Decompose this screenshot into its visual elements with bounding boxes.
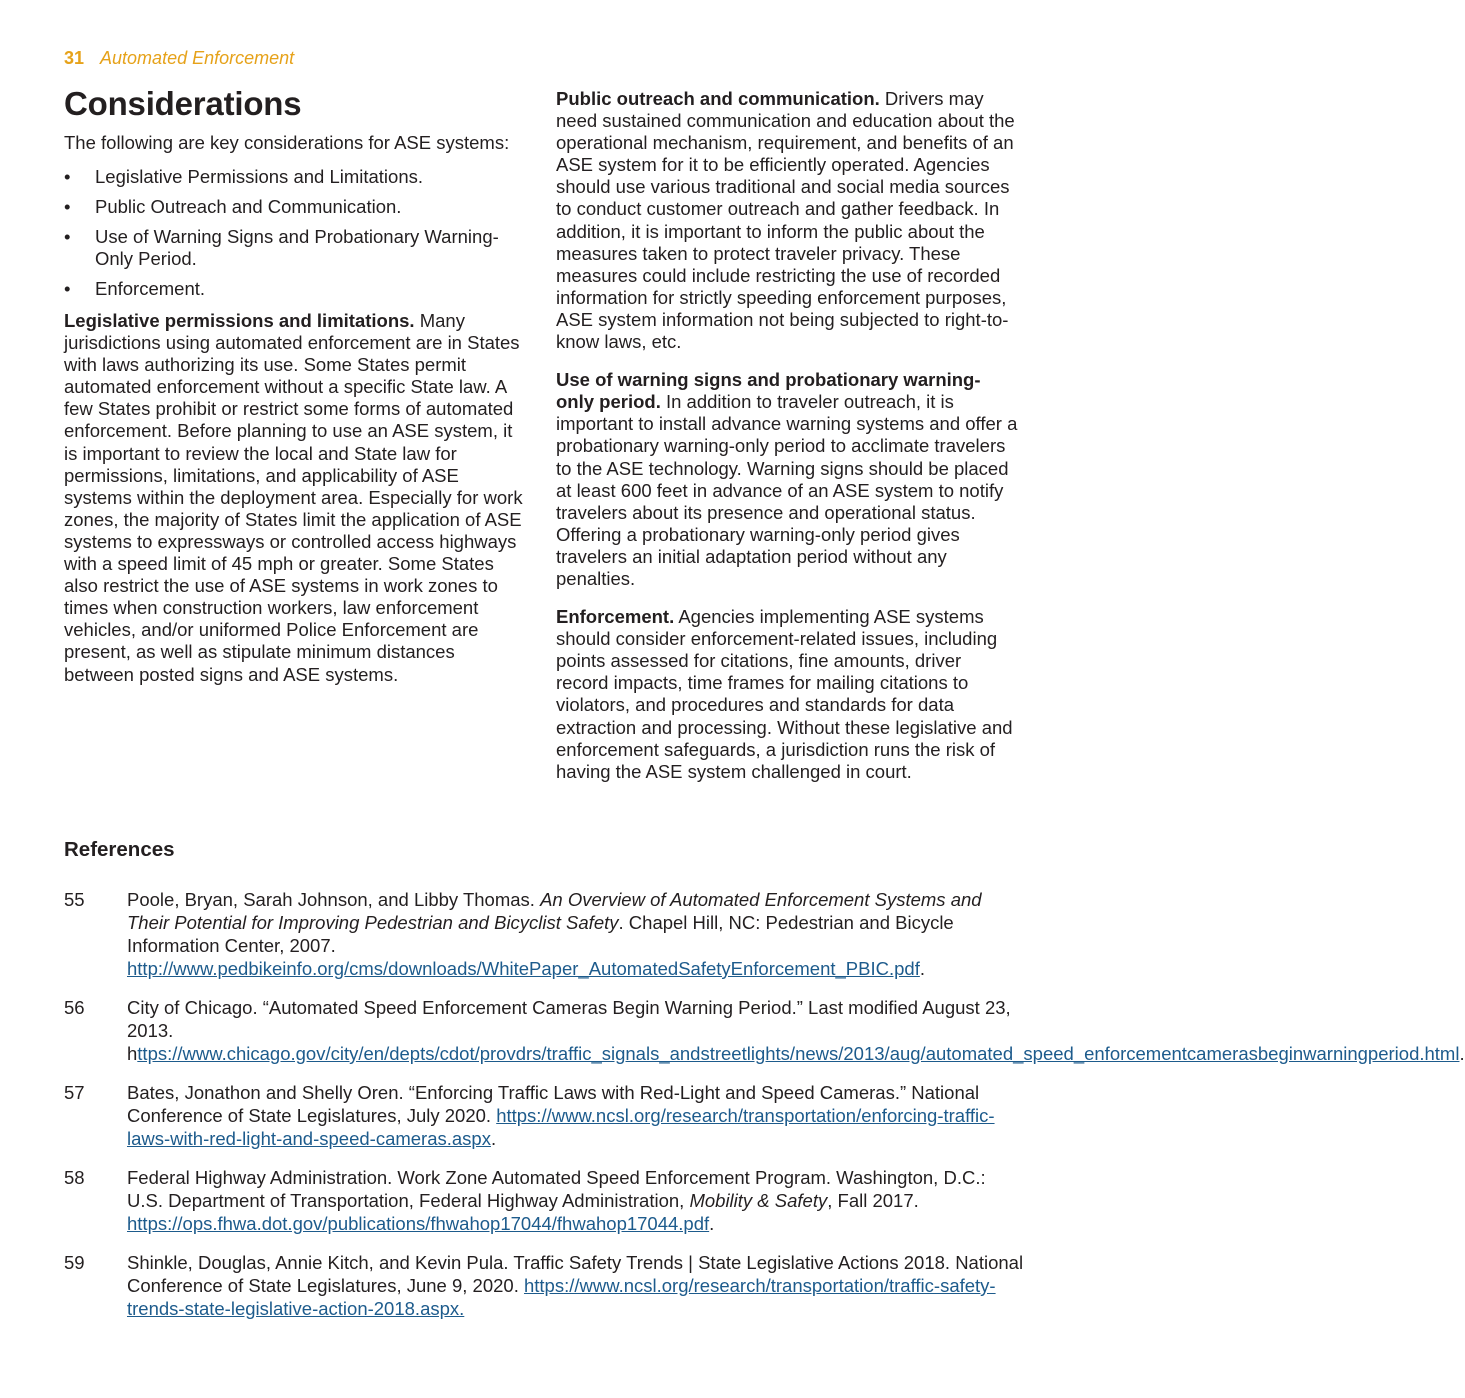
reference-text: Poole, Bryan, Sarah Johnson, and Libby Thomas. xyxy=(127,889,541,910)
bullet-icon: • xyxy=(64,226,71,247)
warning-body: In addition to traveler outreach, it is important to install advance warning systems and offer a probationary warning-only period to acclimate travelers to the ASE technology. Warning signs should be placed at least 600 feet in advance of an ASE system to notify travelers about its presence and operational status. Offering a probationary warning-only period gives travelers an initial adaptation period without any penalties. xyxy=(556,391,1018,589)
bullet-icon: • xyxy=(64,278,71,299)
reference-text: , Fall 2017. xyxy=(827,1190,919,1211)
page-number: 31 xyxy=(64,48,85,68)
right-column xyxy=(556,88,1018,799)
reference-text: City of Chicago. “Automated Speed Enforcement Cameras Begin Warning Period.” Last modified August 23, 2013. h xyxy=(127,997,1011,1064)
outreach-paragraph xyxy=(556,88,1018,353)
bullet-icon: • xyxy=(64,166,71,187)
list-item xyxy=(64,278,526,300)
reference-number: 57 xyxy=(64,1082,85,1103)
list-item xyxy=(64,226,526,270)
intro-text: The following are key considerations for ASE systems: xyxy=(64,132,510,153)
list-item xyxy=(64,166,526,188)
reference-title: An Overview of Automated Enforcement Systems and Their Potential for Improving Pedestrian and Bicyclist Safety xyxy=(127,889,982,933)
reference-link[interactable]: https://ops.fhwa.dot.gov/publications/fhwahop17044/fhwahop17044.pdf xyxy=(127,1213,710,1234)
list-item-text: Legislative Permissions and Limitations. xyxy=(95,166,424,187)
list-item-text: Use of Warning Signs and Probationary Warning-Only Period. xyxy=(95,226,499,269)
reference-link[interactable]: http://www.pedbikeinfo.org/cms/downloads/WhitePaper_AutomatedSafetyEnforcement_PBIC.pdf xyxy=(127,958,920,979)
reference-text: . xyxy=(919,958,925,979)
list-item xyxy=(64,196,526,218)
legislative-body: Many jurisdictions using automated enforcement are in States with laws authorizing its use. Some States permit automated enforcement without a specific State law. A few States prohibit or restrict some forms of automated enforcement. Before planning to use an ASE system, it is important to review the local and State law for permissions, limitations, and applicability of ASE systems within the deployment area. Especially for work zones, the majority of States limit the application of ASE systems to expressways or controlled access highways with a speed limit of 45 mph or greater. Some States also restrict the use of ASE systems in work zones to times when construction workers, law enforcement vehicles, and/or uniformed Police Enforcement are present, as well as stipulate minimum distances between posted signs and ASE systems. xyxy=(64,310,523,685)
references-section xyxy=(64,836,1465,1336)
reference-link[interactable]: https://www.ncsl.org/research/transportation/traffic-safety-trends-state-legislative-action-2018.aspx. xyxy=(127,1275,996,1319)
outreach-body: Drivers may need sustained communication and education about the operational mechanism, requirement, and benefits of an ASE system for it to be efficiently operated. Agencies should use various traditional and social media sources to conduct customer outreach and gather feedback. In addition, it is important to inform the public about the measures taken to protect traveler privacy. These measures could include restricting the use of recorded information for strictly speeding enforcement purposes, ASE system information not being subjected to right-to-know laws, etc. xyxy=(556,88,1015,353)
outreach-heading: Public outreach and communication. xyxy=(556,88,880,109)
reference-text: Bates, Jonathon and Shelly Oren. “Enforcing Traffic Laws with Red-Light and Speed Cameras.” National Conference of State Legislatures, July 2020. xyxy=(127,1082,980,1126)
enforcement-heading: Enforcement. xyxy=(556,606,675,628)
enforcement-body: Agencies implementing ASE systems should consider enforcement-related issues, including points assessed for citations, fine amounts, driver record impacts, time frames for mailing citations to violators, and procedures and standards for data extraction and processing. Without these legislative and enforcement safeguards, a jurisdiction runs the risk of having the ASE system challenged in court. xyxy=(556,606,1013,782)
section-label: Automated Enforcement xyxy=(100,48,295,68)
references-title: References xyxy=(64,838,175,861)
reference-number: 59 xyxy=(64,1252,85,1273)
reference-text: . Chapel Hill, NC: Pedestrian and Bicycle Information Center, 2007. xyxy=(127,912,954,956)
reference-item xyxy=(64,1251,1024,1320)
reference-text: Federal Highway Administration. Work Zone Automated Speed Enforcement Program. Washington, D.C.: U.S. Department of Transportation, Federal Highway Administration, xyxy=(127,1167,986,1211)
reference-text: . xyxy=(1459,1043,1465,1064)
left-column xyxy=(64,84,526,702)
reference-number: 55 xyxy=(64,889,85,910)
bullet-icon: • xyxy=(64,196,71,217)
reference-link[interactable]: ttps://www.chicago.gov/city/en/depts/cdot/provdrs/traffic_signals_andstreetlights/news/2013/aug/automated_speed_enforcementcamerasbeginwarningperiod.html xyxy=(137,1043,1460,1064)
reference-number: 56 xyxy=(64,997,85,1018)
warning-paragraph xyxy=(556,369,1018,590)
list-item-text: Enforcement. xyxy=(95,278,206,299)
reference-item xyxy=(64,1081,1024,1150)
page-title: Considerations xyxy=(64,85,302,122)
list-item-text: Public Outreach and Communication. xyxy=(95,196,402,217)
reference-title: Mobility & Safety xyxy=(689,1190,828,1211)
warning-heading: Use of warning signs and probationary warning-only period. xyxy=(556,369,981,413)
reference-text: . xyxy=(490,1128,497,1149)
reference-item xyxy=(64,996,1465,1065)
page-header xyxy=(64,46,294,70)
reference-text: Shinkle, Douglas, Annie Kitch, and Kevin Pula. Traffic Safety Trends | State Legislative Actions 2018. National Conference of State Legislatures, June 9, 2020. xyxy=(127,1252,1024,1296)
reference-item xyxy=(64,1166,1024,1235)
legislative-paragraph xyxy=(64,310,526,686)
reference-number: 58 xyxy=(64,1167,85,1188)
legislative-heading: Legislative permissions and limitations. xyxy=(64,310,415,331)
reference-link[interactable]: https://www.ncsl.org/research/transportation/enforcing-traffic-laws-with-red-light-and-speed-cameras.aspx xyxy=(127,1105,995,1149)
reference-text: . xyxy=(709,1213,715,1234)
considerations-list xyxy=(64,166,526,300)
enforcement-paragraph xyxy=(556,606,1018,783)
reference-item xyxy=(64,888,1024,980)
